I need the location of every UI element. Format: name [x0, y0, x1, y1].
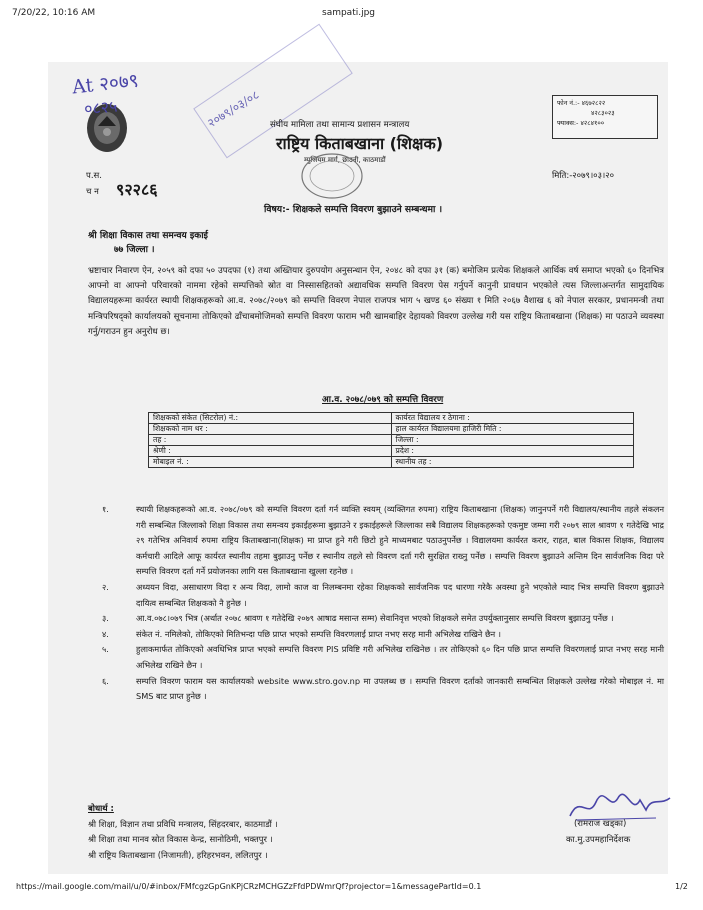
office-name: राष्ट्रिय किताबखाना (शिक्षक)	[276, 134, 444, 153]
cc-title: बोधार्थ :	[88, 803, 114, 813]
list-item-number: ४.	[102, 628, 109, 639]
list-item	[102, 502, 664, 580]
handwritten-note-date: At २०७९	[71, 69, 140, 99]
list-item-text: आ.व.०७८।०७९ भित्र (अर्थात २०७८ श्रावण १ गतेदेखि २०७९ आषाढ मसान्त सम्म) सेवानिवृत्त भएको शिक्षकले समेत उपर्युक्तानुसार सम्पत्ति विवरण बुझाउनु पर्नेछ ।	[136, 613, 614, 624]
list-item	[102, 674, 664, 705]
list-item-text: सम्पत्ति विवरण फाराम यस कार्यालयको website www.stro.gov.np मा उपलब्ध छ । सम्पत्ति विवरण दर्ताको जानकारी सम्बन्धित शिक्षकले उल्लेख गरेको मोबाइल नं. मा SMS बाट प्राप्त हुनेछ ।	[136, 675, 664, 702]
print-datetime: 7/20/22, 10:16 AM	[12, 8, 96, 18]
table-cell: कार्यरत विद्यालय र ठेगाना :	[391, 413, 634, 424]
table-row	[149, 424, 634, 435]
table-row	[149, 413, 634, 424]
stamp-date-number: २०७९/०३/०८	[204, 87, 262, 131]
contact-box	[552, 95, 658, 139]
list-item	[102, 611, 664, 627]
list-item-number: ६.	[102, 675, 109, 686]
letter-date: मिति:-२०७९।०३।२०	[552, 171, 615, 181]
cc-item: श्री शिक्षा तथा मानव स्रोत विकास केन्द्र, सानोठिमी, भक्तपुर ।	[88, 834, 273, 844]
list-item	[102, 642, 664, 673]
teacher-details-table	[148, 412, 634, 468]
table-row	[149, 435, 634, 446]
signatory-name: (रामराज खड्का)	[574, 819, 627, 829]
table-row	[149, 446, 634, 457]
cc-item: श्री राष्ट्रिय किताबखाना (निजामती), हरिहरभवन, ललितपुर ।	[88, 849, 268, 860]
list-item-number: २.	[102, 581, 109, 592]
print-page-number: 1/2	[675, 882, 688, 891]
office-location: म्युजियम मार्ग, छाउनी, काठमाडौं	[304, 156, 386, 164]
phone-number-1: फोन नं.:- ४६७२८२२	[557, 99, 606, 107]
list-item-text: स्थायी शिक्षकहरूको आ.व. २०७८/०७९ को सम्पत्ति विवरण दर्ता गर्न व्यक्ति स्वयम् (व्यक्तिगत रुपमा) राष्ट्रिय किताबखाना (शिक्षक) जानुनपर्ने गरी विद्यालय/स्थानीय तहले संकलन गरी सम्बन्धित जिल्लाको शिक्षा विकास तथा समन्वय इकाईहरूमा बुझाउने र इकाईहरूले जिल्लाका सबै विद्यालय शिक्षकहरूको एकमुष्ट जम्मा गरी २०७९ साल श्रावण १ गतेदेखि भाद्र २९ गतेभित्र अनिवार्य रुपमा राष्ट्रिय किताबखाना(शिक्षक) मा प्राप्त हुने गरी छिटो हुने माध्यमबाट पठाउनुपर्नेछ । विद्यालयमा कार्यरत करार, राहत, बाल विकास शिक्षक, विद्यालय कर्मचारी आदिले आफू कार्यरत स्थानीय तहमा बुझाउनु पर्नेछ र स्थानीय तहले सो विवरण दर्ता गरी सुरक्षित राख्नु पर्नेछ । सम्पत्ति विवरण बुझाउने अन्तिम दिन सार्वजनिक विदा परे सम्पत्ति विवरण दर्ता गर्ने प्रयोजनका लागि यस किताबखाना खुल्ला रहनेछ ।	[136, 504, 664, 577]
office-seal-icon	[300, 152, 364, 200]
addressee-line-1: श्री शिक्षा विकास तथा समन्वय इकाई	[88, 231, 208, 241]
table-cell: स्थानीय तह :	[391, 457, 634, 468]
letter-subject: विषय:- शिक्षकले सम्पत्ति विवरण बुझाउने सम्बन्धमा ।	[264, 204, 443, 215]
print-title: sampati.jpg	[322, 8, 376, 18]
list-item-text: अध्ययन विदा, असाधारण विदा र अन्य विदा, लामो काज वा निलम्बनमा रहेका शिक्षकको सार्वजनिक पद धारणा गरेकै अवस्था हुने भएकोले म्याद भित्र सम्पत्ति विवरण बुझाउने दायित्व सम्बन्धित शिक्षकको नै हुनेछ ।	[136, 581, 664, 608]
table-cell: श्रेणी :	[149, 446, 392, 457]
list-item-text: संकेत नं. नमिलेको, तोकिएको मितिभन्दा पछि प्राप्त भएको सम्पत्ति विवरणलाई प्राप्त नभए सरह मानी अभिलेख राखिने छैन ।	[136, 628, 501, 639]
list-item-text: हुलाकमार्फत तोकिएको अवधिभित्र प्राप्त भएको सम्पत्ति विवरण PIS प्रविष्टि गरी अभिलेख राखिनेछ । तर तोकिएको ६० दिन पछि प्राप्त सम्पत्ति विवरणलाई प्राप्त नभए सरह मानी अभिलेख राखिने छैन ।	[136, 644, 664, 670]
print-url: https://mail.google.com/mail/u/0/#inbox/FMfcgzGpGnKPjCRzMCHGZzFfdPDWmrQf?projector=1&messagePartId=0.1	[16, 882, 482, 891]
table-title: आ.व. २०७८/०७९ को सम्पत्ति विवरण	[322, 395, 444, 405]
instruction-list	[102, 502, 664, 705]
table-cell: जिल्ला :	[391, 435, 634, 446]
list-item-number: ५.	[102, 644, 109, 655]
cc-item: श्री शिक्षा, विज्ञान तथा प्रविधि मन्त्रालय, सिंहदरबार, काठमाडौं ।	[88, 818, 278, 829]
list-item	[102, 580, 664, 611]
table-cell: हाल कार्यरत विद्यालयमा हाजिरी मिति :	[391, 424, 634, 435]
list-item-number: १.	[102, 504, 109, 514]
ps-label: प.स.	[86, 171, 102, 181]
table-cell: तह :	[149, 435, 392, 446]
table-cell: शिक्षकको संकेत (सिटरोल) नं.:	[149, 413, 392, 424]
fax-number: फ्याक्स:- ४२८४१००	[557, 119, 605, 127]
chalan-number: ९२२८६	[116, 180, 158, 199]
table-cell: मोबाइल नं. :	[149, 457, 392, 468]
phone-number-2: ४२८३०२३	[591, 109, 615, 117]
table-cell: प्रदेश :	[391, 446, 634, 457]
addressee-line-2: ७७ जिल्ला ।	[114, 245, 155, 255]
table-cell: शिक्षकको नाम थर :	[149, 424, 392, 435]
table-row	[149, 457, 634, 468]
signatory-title: का.मु.उपमहानिर्देशक	[566, 835, 631, 845]
list-item	[102, 627, 664, 643]
body-paragraph: भ्रष्टाचार निवारण ऐन, २०५९ को दफा ५० उपदफा (१) तथा अख्तियार दुरुपयोग अनुसन्धान ऐन, २०४८ को दफा ३१ (क) बमोजिम प्रत्येक शिक्षकले आर्थिक वर्ष समाप्त भएको ६० दिनभित्र आफ्नो वा आफ्नो परिवारको नाममा रहेको सम्पत्तिको स्रोत वा निस्सासहितको अद्यावधिक सम्पत्ति विवरण पेस गर्नुपर्ने कानुनी प्रावधान भएकोले त्यस जिल्लाअन्तर्गत सामुदायिक विद्यालयहरूमा कार्यरत स्थायी शिक्षकहरूको आ.व. २०७८/२०७९ को सम्पत्ति विवरण नेपाल राजपत्र भाग ५ खण्ड ६० संख्या १ मिति २०६७ वैशाख ६ को नेपाल सरकार, प्रधानमन्त्री तथा मन्त्रिपरिषद्को कार्यालयको सूचनामा तोकिएको ढाँचाबमोजिमको सम्पत्ति विवरण फाराम भरी खामबाहिर देहायको विवरण उल्लेख गरी यस राष्ट्रिय किताबखाना (शिक्षक) मा पठाउने व्यवस्था गर्नु/गराउन हुन अनुरोध छ।	[88, 266, 664, 337]
handwritten-note-number: ०८२५	[83, 96, 119, 119]
list-item-number: ३.	[102, 613, 109, 624]
cc-list	[88, 801, 278, 863]
chalan-label: च न	[86, 187, 99, 197]
ministry-name: संघीय मामिला तथा सामान्य प्रशासन मन्त्रालय	[270, 120, 410, 130]
